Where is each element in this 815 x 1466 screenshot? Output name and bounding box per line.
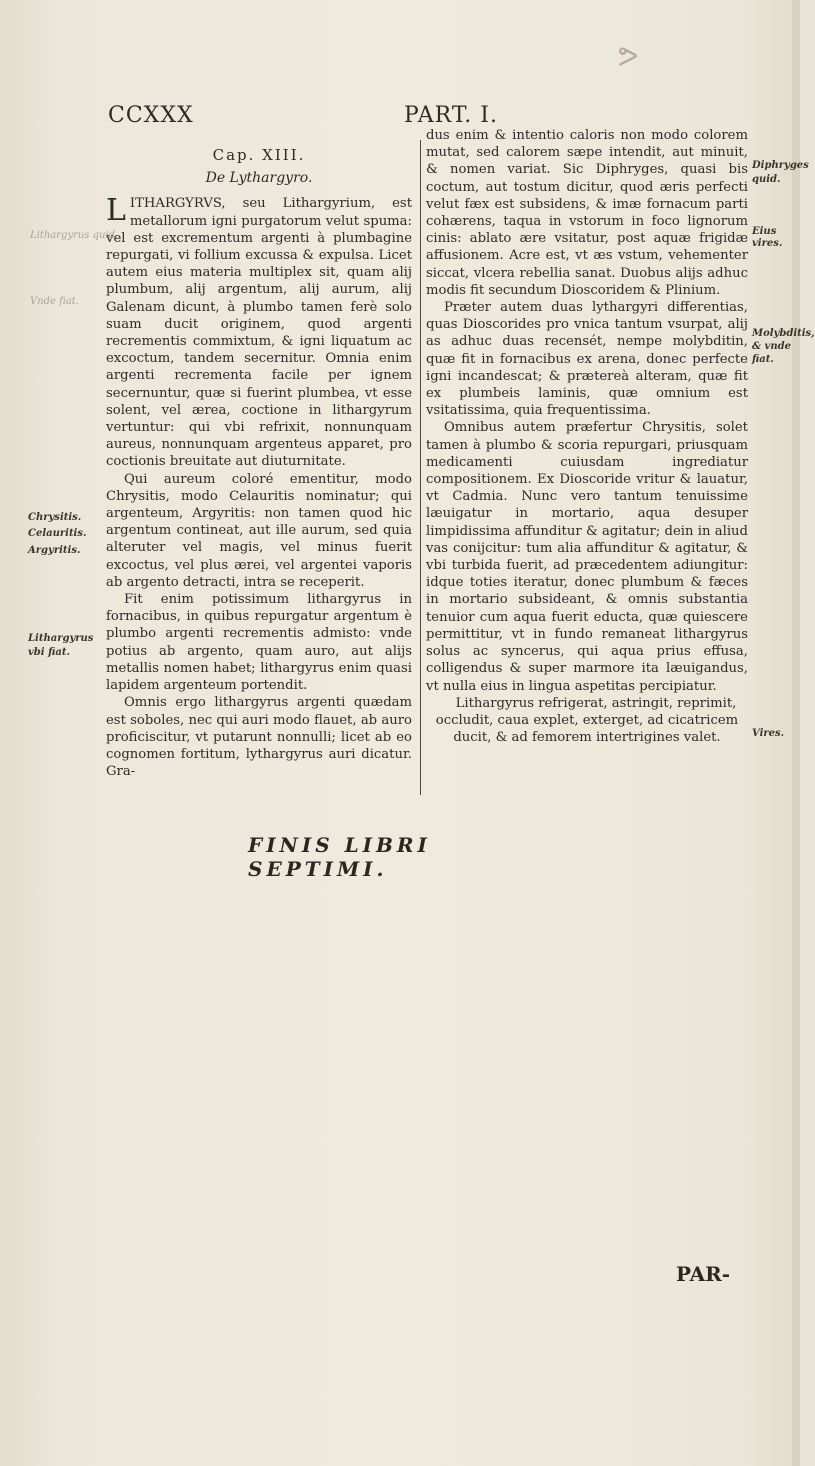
paragraph: Omnis ergo lithargyrus argenti quædam est soboles, nec qui auri modo flauet, ab auro proficiscitur, vt putarunt nonnulli; licet ab eo cognomen fortitum, lythargyrus auri dicatur. Gra- (106, 695, 412, 780)
margin-note-left: Celauritis. (28, 528, 87, 539)
paragraph: dus enim & intentio caloris non modo colorem mutat, sed calorem sæpe intendit, aut minuit, & nomen variat. Sic Diphryges, quasi bis coctum, aut tostum dicitur, quod æris perfecti velut fæx est subsidens, & imæ fornacum parti cohærens, taqua in vstorum in foco lignorum cinis: ablato ære vsitatur, post aquæ frigidæ affusionem. Acre est, vt æs vstum, vehementer siccat, vlcera rebellia sanat. Duobus alijs adhuc modis fit secundum Dioscoridem & Plinium. (426, 128, 748, 298)
part-label: PART. I. (404, 103, 498, 128)
paragraph: Omnibus autem præfertur Chrysitis, solet tamen à plumbo & scoria repurgari, priusquam medicamenti cuiusdam ingrediatur compositionem. Ex Dioscoride vritur & lauatur, vt Cadmia. Nunc vero tantum tenuissime læuigatur in mortario, aqua desuper limpidissima affunditur & agitatur; dein in aliud vas conijcitur: tum alia affunditur & agitatur, & vbi turbida fuerit, ad præcedentem adiungitur: idque toties iteratur, donec plumbum & fæces in mortario subsideant, & omnis substantia tenuior cum aqua fuerit educta, quæ quiescere permittitur, vt in fundo remaneat lithargyrus solus ac syncerus, qui aqua prius effusa, colligendus & super marmore ita læuigandus, vt nulla eius in lingua aspetitas percipiatur. (426, 420, 748, 694)
paragraph: Lithargyrus refrigerat, astringit, reprimit, occludit, caua explet, exterget, ad cicatricem ducit, & ad femorem intertrigines valet. (435, 695, 739, 746)
margin-note-right: fiat. (752, 354, 774, 365)
book-end-line: FINIS LIBRI SEPTIMI. (248, 833, 431, 881)
margin-note-left: Lithargyrus quid. (30, 230, 119, 241)
ink-mark: ᕗ (618, 40, 639, 73)
folio-number: CCXXX (108, 103, 194, 128)
paragraph: Qui aureum coloré ementitur, modo Chrysitis, modo Celauritis nominatur; qui argenteum, Argyritis: non tamen quod hic argentum contineat, aut ille aurum, sed quia alteruter vel magis, vel minus fuerit excoctus, vel plus ærei, vel argentei vaporis ab argento detracti, intra se receperit. (106, 471, 412, 590)
paragraph: Fit enim potissimum lithargyrus in fornacibus, in quibus repurgatur argentum è plumbo argenti recrementis admisto: vnde potius ab argento, quam auro, aut alijs metallis nomen habet; lithargyrus enim quasi lapidem argenteum portendit. (106, 592, 412, 694)
right-column (426, 127, 748, 746)
chapter-subtitle: De Lythargyro. (205, 170, 313, 187)
margin-note-right: Molybditis, (752, 328, 815, 339)
margin-note-right: Vires. (752, 728, 785, 739)
margin-note-right: & vnde (752, 341, 791, 352)
paragraph-text: ITHARGYRVS, seu Lithargyrium, est metallorum igni purgatorum velut spuma: vel est excrementum argenti à plumbagine repurgati, vi follium excussa & expulsa. Licet autem eius materia multiplex sit, quam alij plumbum, alij argentum, alij aurum, alij Galenam dicunt, à plumbo tamen ferè solo suam ducit originem, quod argenti recrementis commixtum, & igni liquatum ac excoctum, tandem secernitur. Omnia enim argenti recrementa facile per ignem secernuntur, quæ si fuerint plumbea, vt esse solent, vel ærea, coctione in lithargyrum vertuntur: qui vbi refrixit, nonnunquam aureus, nonnunquam argenteus apparet, pro coctionis breuitate aut diuturnitate. (106, 196, 412, 470)
chapter-title: Cap. XIII. (212, 146, 306, 164)
column-rule (420, 140, 421, 795)
margin-note-left: vbi fiat. (28, 647, 70, 658)
margin-note-right: Diphryges (752, 160, 809, 171)
drop-cap: L (106, 193, 126, 229)
margin-note-right: Eius vires. (752, 226, 783, 249)
page-edge (792, 0, 800, 1466)
margin-note-left: Lithargyrus (28, 633, 94, 644)
left-column (106, 147, 412, 780)
margin-note-left: Vnde fiat. (30, 296, 79, 307)
paragraph: Præter autem duas lythargyri differentias, quas Dioscorides pro vnica tantum vsurpat, alij as adhuc duas recensét, nempe molybditin, quæ fit in fornacibus ex arena, donec perfecte igni incandescat; & prætereà alteram, quæ fit ex plumbeis laminis, quæ omnium est vsitatissima, quia frequentissima. (426, 300, 748, 419)
paragraph (106, 195, 412, 470)
margin-note-left: Argyritis. (28, 545, 81, 556)
margin-note-right: quid. (752, 174, 781, 185)
margin-note-left: Chrysitis. (28, 512, 82, 523)
catchword: PAR- (676, 1262, 731, 1286)
